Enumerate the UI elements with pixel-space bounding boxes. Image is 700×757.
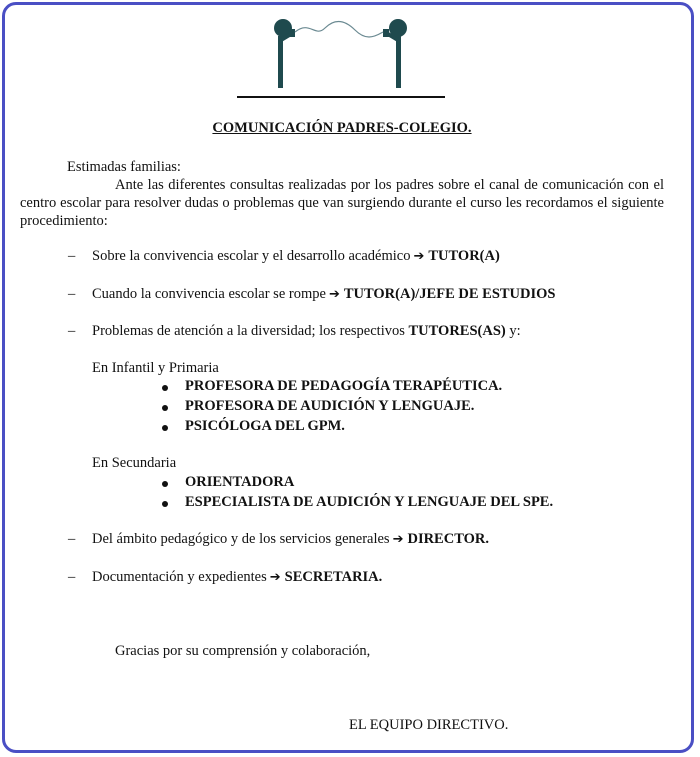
page-title: COMUNICACIÓN PADRES-COLEGIO.	[212, 120, 472, 136]
closing-text: Gracias por su comprensión y colaboración,	[115, 643, 371, 659]
list-dash: –	[68, 323, 76, 339]
list-item-text: Problemas de atención a la diversidad; los respectivos	[92, 323, 405, 339]
list-dash: –	[68, 569, 76, 585]
list-item-bold: TUTORES(AS)	[408, 323, 506, 339]
list-item-text: Documentación y expedientes	[92, 569, 267, 585]
arrow-right-icon: ➔	[392, 532, 404, 547]
section-heading-secundaria: En Secundaria	[92, 455, 177, 471]
list-item-text: Cuando la convivencia escolar se rompe	[92, 286, 326, 302]
bullet-item: PROFESORA DE PEDAGOGÍA TERAPÉUTICA.	[185, 378, 503, 394]
bullet-item: ESPECIALISTA DE AUDICIÓN Y LENGUAJE DEL SPE.	[185, 494, 554, 510]
bullet-dot	[162, 481, 168, 487]
list-dash: –	[68, 286, 76, 302]
bullet-dot	[162, 385, 168, 391]
section-heading-infantil: En Infantil y Primaria	[92, 360, 219, 376]
bullet-item: PSICÓLOGA DEL GPM.	[185, 418, 345, 434]
list-item-target: TUTOR(A)	[428, 248, 500, 264]
arrow-right-icon: ➔	[328, 287, 340, 302]
list-item	[92, 323, 521, 340]
bullet-dot	[162, 405, 168, 411]
list-dash: –	[68, 248, 76, 264]
list-item	[92, 569, 382, 586]
list-dash: –	[68, 531, 76, 547]
list-item-text: Sobre la convivencia escolar y el desarrollo académico	[92, 248, 411, 264]
bullet-dot	[162, 501, 168, 507]
list-item	[92, 286, 555, 303]
greeting: Estimadas familias:	[67, 159, 181, 175]
list-item	[92, 248, 500, 265]
bullet-dot	[162, 425, 168, 431]
list-item-after: y:	[509, 323, 521, 339]
bullet-item: ORIENTADORA	[185, 474, 295, 490]
list-item-text: Del ámbito pedagógico y de los servicios generales	[92, 531, 390, 547]
bullet-item: PROFESORA DE AUDICIÓN Y LENGUAJE.	[185, 398, 475, 414]
arrow-right-icon: ➔	[269, 570, 281, 585]
list-item	[92, 531, 489, 548]
intro-paragraph: Ante las diferentes consultas realizadas por los padres sobre el canal de comunicación con el centro escolar para resolver dudas o problemas que van surgiendo durante el curso les recordamos el siguiente procedimiento:	[20, 177, 664, 229]
signature: EL EQUIPO DIRECTIVO.	[349, 717, 509, 733]
list-item-target: SECRETARIA.	[284, 569, 383, 585]
title-rule	[237, 96, 445, 98]
list-item-target: DIRECTOR.	[407, 531, 489, 547]
two-people-tin-can-phone-icon	[265, 12, 415, 92]
list-item-target: TUTOR(A)/JEFE DE ESTUDIOS	[343, 286, 556, 302]
arrow-right-icon: ➔	[413, 249, 425, 264]
